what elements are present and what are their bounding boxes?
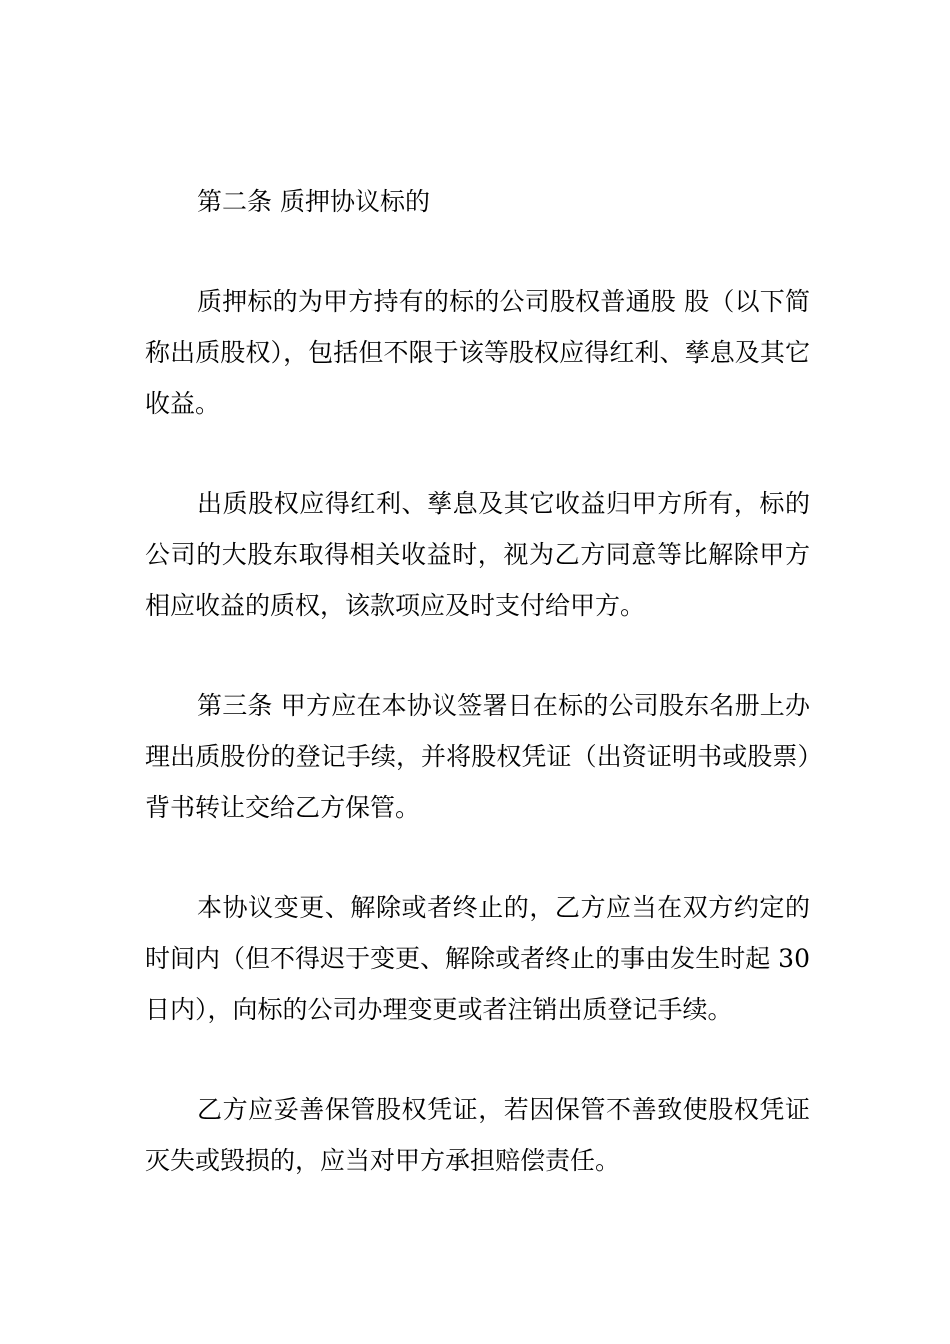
paragraph-article-3-registration: 第三条 甲方应在本协议签署日在标的公司股东名册上办理出质股份的登记手续，并将股权凭证（出资证明书或股票）背书转让交给乙方保管。 — [145, 691, 810, 822]
document-page — [145, 176, 810, 1235]
paragraph-dividends: 出质股权应得红利、孳息及其它收益归甲方所有，标的公司的大股东取得相关收益时，视为乙方同意等比解除甲方相应收益的质权，该款项应及时支付给甲方。 — [145, 489, 810, 620]
paragraph-pledge-subject: 质押标的为甲方持有的标的公司股权普通股 股（以下简称出质股权），包括但不限于该等股权应得红利、孳息及其它收益。 — [145, 287, 810, 418]
paragraph-change-termination: 本协议变更、解除或者终止的，乙方应当在双方约定的时间内（但不得迟于变更、解除或者终止的事由发生时起 30 日内），向标的公司办理变更或者注销出质登记手续。 — [145, 893, 810, 1024]
paragraph-custody: 乙方应妥善保管股权凭证，若因保管不善致使股权凭证灭失或毁损的，应当对甲方承担赔偿责任。 — [145, 1095, 810, 1175]
article-2-heading: 第二条 质押协议标的 — [197, 187, 430, 216]
